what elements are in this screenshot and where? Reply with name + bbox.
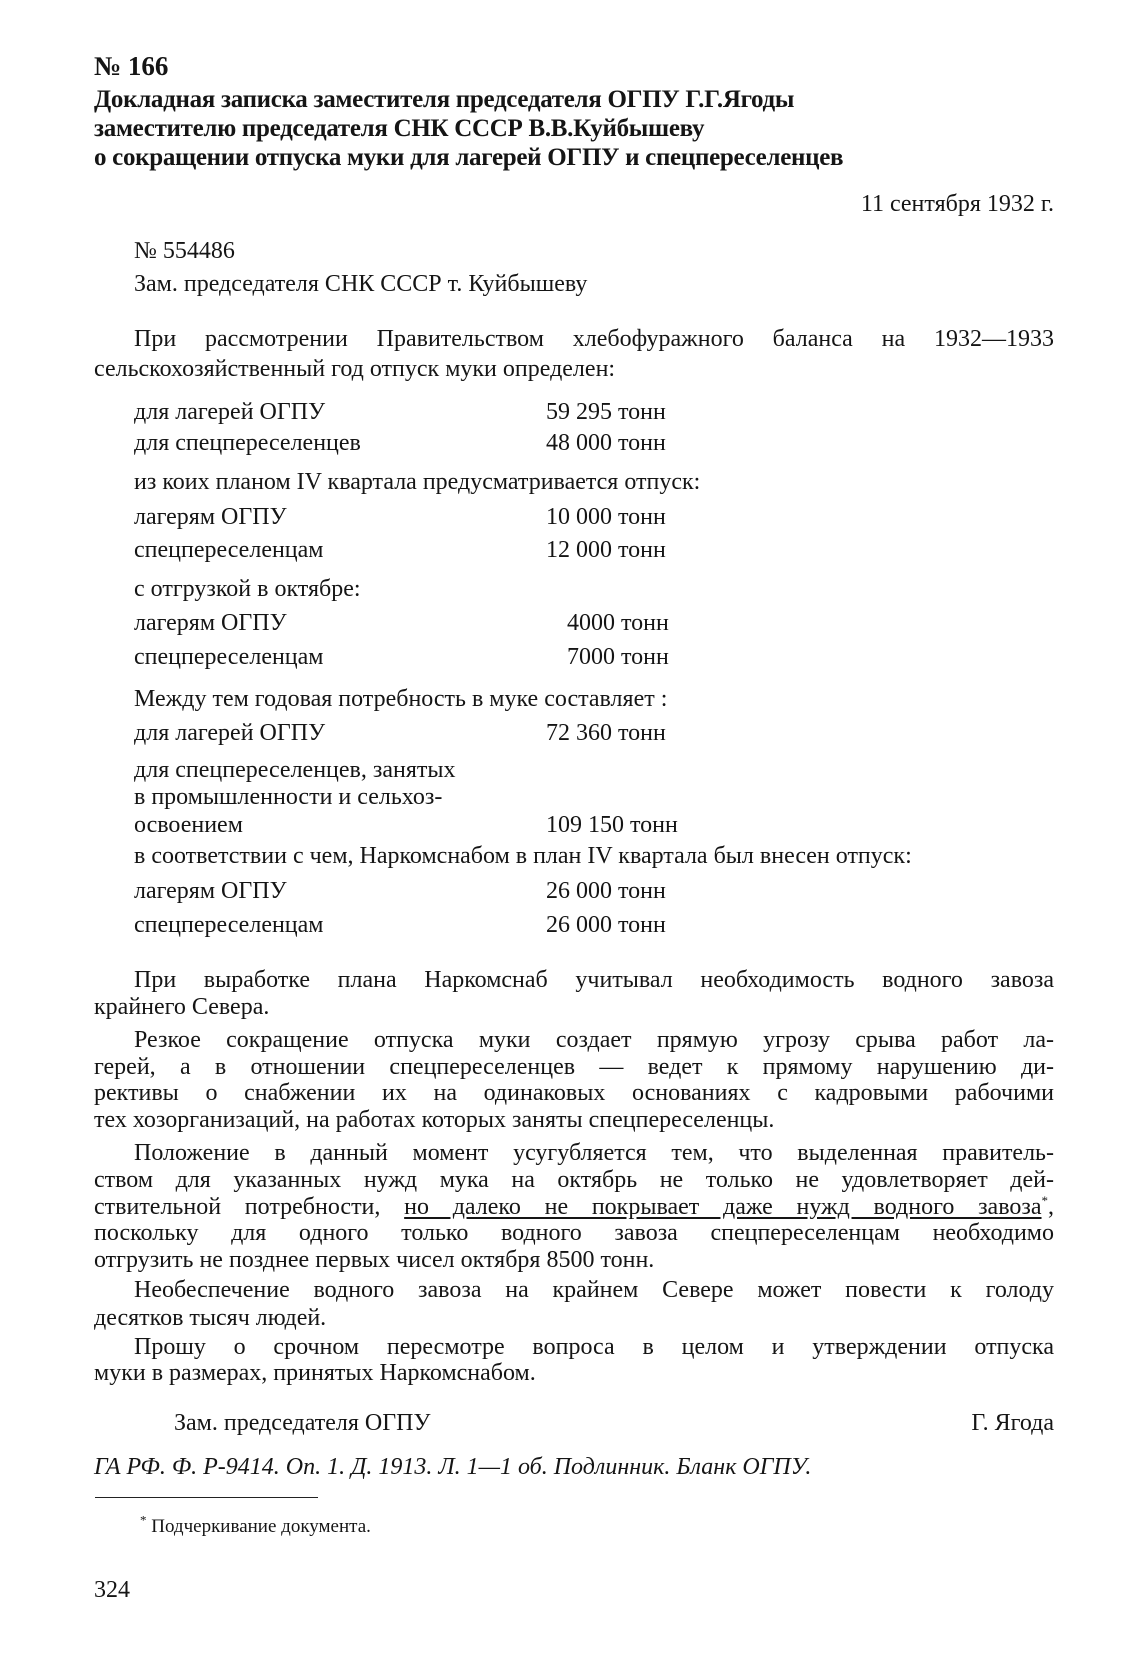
allocation-value: 59 295 тонн bbox=[546, 399, 666, 425]
narkomsnab-value: 26 000 тонн bbox=[546, 878, 666, 904]
need-heading: Между тем годовая потребность в муке составляет : bbox=[134, 686, 668, 712]
narkomsnab-label: лагерям ОГПУ bbox=[134, 878, 287, 904]
signature-name: Г. Ягода bbox=[971, 1410, 1054, 1436]
para-famine-line: десятков тысяч людей. bbox=[94, 1305, 327, 1331]
underlined-text: но далеко не покрывает даже нужд водного завоза bbox=[404, 1194, 1042, 1220]
title-line-3: о сокращении отпуска муки для лагерей ОГПУ и спецпереселенцев bbox=[94, 144, 844, 171]
para-situation-line bbox=[94, 1193, 1054, 1221]
text-segment: ствительной потребности, bbox=[94, 1194, 405, 1220]
para-plan-line: крайнего Севера. bbox=[94, 994, 270, 1020]
footnote-mark: * bbox=[1041, 1193, 1049, 1208]
october-label: спецпереселенцам bbox=[134, 644, 324, 670]
para-cut-line: герей, а в отношении спецпереселенцев — ведет к прямому нарушению ди- bbox=[94, 1054, 1054, 1080]
para-request-line: муки в размерах, принятых Наркомснабом. bbox=[94, 1360, 536, 1386]
text-segment: , bbox=[1048, 1194, 1055, 1220]
intro-line-1: При рассмотрении Правительством хлебофуражного баланса на 1932—1933 bbox=[134, 326, 1054, 352]
allocation-label: для спецпереселенцев bbox=[134, 430, 361, 456]
need-settlers-label: для спецпереселенцев, занятых bbox=[134, 757, 456, 783]
para-cut-line: рективы о снабжении их на одинаковых основаниях с кадровыми рабочими bbox=[94, 1080, 1054, 1106]
intro-line-2: сельскохозяйственный год отпуск муки определен: bbox=[94, 356, 616, 382]
q4-value: 12 000 тонн bbox=[546, 537, 666, 563]
signature-position: Зам. председателя ОГПУ bbox=[174, 1410, 431, 1436]
para-request-line: Прошу о срочном пересмотре вопроса в целом и утверждении отпуска bbox=[134, 1334, 1054, 1360]
narkomsnab-label: спецпереселенцам bbox=[134, 912, 324, 938]
page-number: 324 bbox=[94, 1577, 130, 1603]
para-cut-line: тех хозорганизаций, на работах которых заняты спецпереселенцы. bbox=[94, 1107, 775, 1133]
outgoing-number: № 554486 bbox=[134, 238, 235, 264]
narkomsnab-heading: в соответствии с чем, Наркомснабом в план IV квартала был внесен отпуск: bbox=[134, 843, 912, 869]
q4-value: 10 000 тонн bbox=[546, 504, 666, 530]
need-settlers-label: освоением bbox=[134, 812, 243, 838]
narkomsnab-value: 26 000 тонн bbox=[546, 912, 666, 938]
para-situation-line: поскольку для одного только водного завоза спецпереселенцам необходимо bbox=[94, 1220, 1054, 1246]
para-situation-line: ством для указанных нужд мука на октябрь не только не удовлетворяет дей- bbox=[94, 1167, 1054, 1193]
para-situation-line: Положение в данный момент усугубляется тем, что выделенная правитель- bbox=[134, 1140, 1054, 1166]
footnote-divider bbox=[95, 1497, 318, 1498]
addressee: Зам. председателя СНК СССР т. Куйбышеву bbox=[134, 271, 588, 297]
october-value: 4000 тонн bbox=[567, 610, 669, 636]
allocation-label: для лагерей ОГПУ bbox=[134, 399, 326, 425]
need-settlers-value: 109 150 тонн bbox=[546, 812, 678, 838]
document-date: 11 сентября 1932 г. bbox=[860, 191, 1054, 217]
october-value: 7000 тонн bbox=[567, 644, 669, 670]
para-situation-line: отгрузить не позднее первых чисел октября 8500 тонн. bbox=[94, 1247, 655, 1273]
need-settlers-label: в промышленности и сельхоз- bbox=[134, 784, 443, 810]
para-cut-line: Резкое сокращение отпуска муки создает прямую угрозу срыва работ ла- bbox=[134, 1027, 1054, 1053]
october-heading: с отгрузкой в октябре: bbox=[134, 576, 361, 602]
footnote bbox=[140, 1513, 371, 1541]
footnote-text: Подчеркивание документа. bbox=[151, 1516, 371, 1537]
october-label: лагерям ОГПУ bbox=[134, 610, 287, 636]
q4-heading: из коих планом IV квартала предусматривается отпуск: bbox=[134, 469, 701, 495]
title-line-2: заместителю председателя СНК СССР В.В.Куйбышеву bbox=[94, 115, 705, 142]
q4-label: лагерям ОГПУ bbox=[134, 504, 287, 530]
para-plan-line: При выработке плана Наркомснаб учитывал необходимость водного завоза bbox=[134, 967, 1054, 993]
q4-label: спецпереселенцам bbox=[134, 537, 324, 563]
need-camps-label: для лагерей ОГПУ bbox=[134, 720, 326, 746]
doc-number: № 166 bbox=[94, 51, 169, 81]
archive-source: ГА РФ. Ф. Р-9414. Оп. 1. Д. 1913. Л. 1—1 об. Подлинник. Бланк ОГПУ. bbox=[94, 1454, 812, 1480]
allocation-value: 48 000 тонн bbox=[546, 430, 666, 456]
need-camps-value: 72 360 тонн bbox=[546, 720, 666, 746]
title-line-1: Докладная записка заместителя председателя ОГПУ Г.Г.Ягоды bbox=[94, 86, 795, 113]
para-famine-line: Необеспечение водного завоза на крайнем Севере может повести к голоду bbox=[134, 1277, 1054, 1303]
footnote-mark: * bbox=[140, 1512, 147, 1528]
